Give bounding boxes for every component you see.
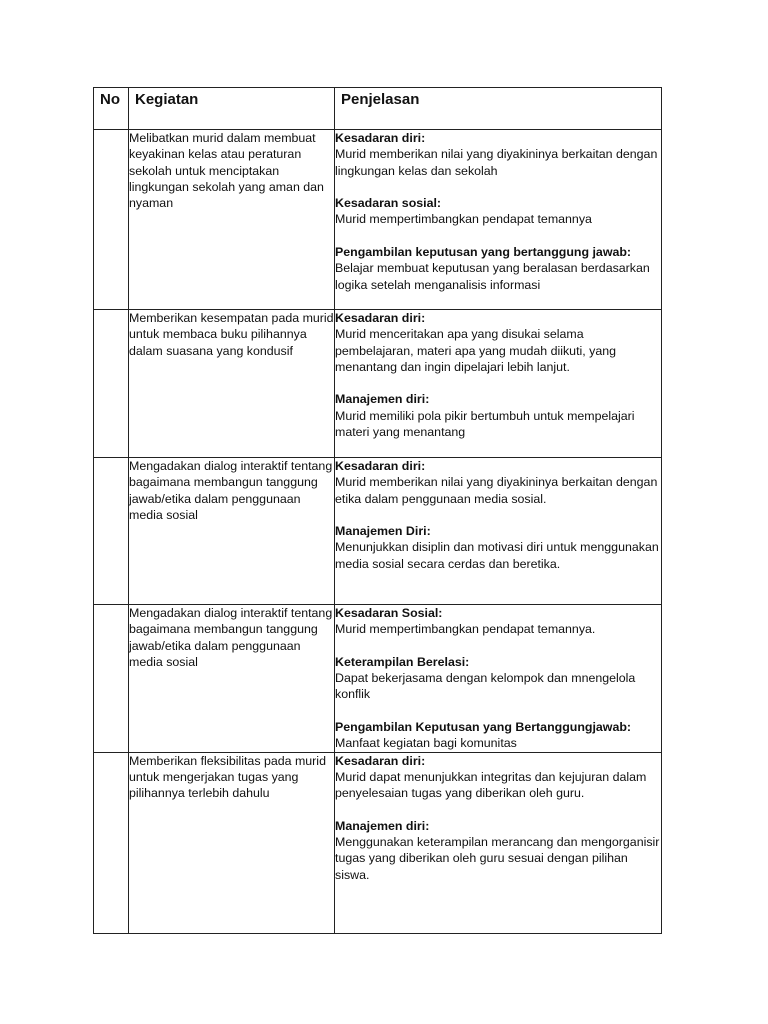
explanation-text: Dapat bekerjasama dengan kelompok dan mnengelola konflik bbox=[335, 671, 636, 702]
explanation-text: Belajar membuat keputusan yang beralasan berdasarkan logika setelah menganalisis informasi bbox=[335, 261, 650, 292]
table-row bbox=[94, 310, 662, 458]
row-kegiatan: Mengadakan dialog interaktif tentang bagaimana membangun tanggung jawab/etika dalam penggunaan media sosial bbox=[129, 458, 335, 605]
explanation-title: Kesadaran diri: bbox=[335, 131, 426, 145]
row-no bbox=[94, 130, 129, 310]
explanation-text: Murid mempertimbangkan pendapat temannya bbox=[335, 212, 592, 227]
explanation-title: Manajemen diri: bbox=[335, 818, 430, 833]
explanation-block bbox=[335, 244, 661, 293]
explanation-text: Murid menceritakan apa yang disukai selama pembelajaran, materi apa yang mudah diikuti, yang menantang dan ingin dipelajari lebih lanjut. bbox=[335, 327, 617, 374]
explanation-title: Keterampilan Berelasi: bbox=[335, 654, 470, 669]
explanation-block bbox=[335, 654, 661, 703]
row-kegiatan: Melibatkan murid dalam membuat keyakinan kelas atau peraturan sekolah untuk menciptakan lingkungan sekolah yang aman dan nyaman bbox=[129, 130, 335, 310]
explanation-block bbox=[335, 523, 661, 572]
row-penjelasan bbox=[335, 752, 662, 933]
explanation-text: Murid memiliki pola pikir bertumbuh untuk mempelajari materi yang menantang bbox=[335, 408, 635, 440]
row-kegiatan: Mengadakan dialog interaktif tentang bagaimana membangun tanggung jawab/etika dalam penggunaan media sosial bbox=[129, 605, 335, 753]
row-penjelasan bbox=[335, 310, 662, 458]
explanation-block bbox=[335, 310, 661, 375]
explanation-text: Murid memberikan nilai yang diyakininya berkaitan dengan lingkungan kelas dan sekolah bbox=[335, 147, 658, 178]
explanation-title: Kesadaran diri: bbox=[335, 311, 426, 325]
row-no bbox=[94, 752, 129, 933]
row-penjelasan bbox=[335, 458, 662, 605]
header-penjelasan: Penjelasan bbox=[335, 88, 662, 130]
explanation-text: Menggunakan keterampilan merancang dan mengorganisir tugas yang diberikan oleh guru sesuai dengan pilihan siswa. bbox=[335, 835, 660, 882]
explanation-title: Kesadaran diri: bbox=[335, 459, 426, 473]
explanation-title: Kesadaran Sosial: bbox=[335, 606, 443, 620]
explanation-title: Kesadaran sosial: bbox=[335, 196, 442, 211]
explanation-block bbox=[335, 458, 661, 507]
row-penjelasan bbox=[335, 605, 662, 753]
explanation-text: Murid memberikan nilai yang diyakininya berkaitan dengan etika dalam penggunaan media sosial. bbox=[335, 475, 658, 506]
explanation-title: Pengambilan Keputusan yang Bertanggungjawab: bbox=[335, 720, 632, 735]
row-kegiatan: Memberikan fleksibilitas pada murid untuk mengerjakan tugas yang pilihannya terlebih dahulu bbox=[129, 752, 335, 933]
header-kegiatan: Kegiatan bbox=[129, 88, 335, 130]
explanation-block bbox=[335, 391, 661, 440]
explanation-text: Menunjukkan disiplin dan motivasi diri untuk menggunakan media sosial secara cerdas dan beretika. bbox=[335, 540, 659, 571]
activity-table bbox=[93, 87, 662, 934]
explanation-block bbox=[335, 818, 661, 883]
row-no bbox=[94, 458, 129, 605]
explanation-block bbox=[335, 130, 661, 179]
explanation-title: Manajemen diri: bbox=[335, 392, 430, 407]
row-no bbox=[94, 310, 129, 458]
explanation-title: Manajemen Diri: bbox=[335, 524, 431, 539]
explanation-text: Manfaat kegiatan bagi komunitas bbox=[335, 736, 517, 751]
row-no bbox=[94, 605, 129, 753]
explanation-title: Kesadaran diri: bbox=[335, 753, 426, 768]
explanation-block bbox=[335, 753, 661, 802]
explanation-text: Murid mempertimbangkan pendapat temannya. bbox=[335, 622, 596, 637]
table-row bbox=[94, 752, 662, 933]
table-row bbox=[94, 130, 662, 310]
table-row bbox=[94, 605, 662, 753]
explanation-title: Pengambilan keputusan yang bertanggung jawab: bbox=[335, 245, 632, 260]
explanation-block bbox=[335, 719, 661, 752]
explanation-text: Murid dapat menunjukkan integritas dan kejujuran dalam penyelesaian tugas yang diberikan oleh guru. bbox=[335, 769, 647, 801]
table-row bbox=[94, 458, 662, 605]
explanation-block bbox=[335, 605, 661, 638]
header-no: No bbox=[94, 88, 129, 130]
row-penjelasan bbox=[335, 130, 662, 310]
table-header-row bbox=[94, 88, 662, 130]
row-kegiatan: Memberikan kesempatan pada murid untuk membaca buku pilihannya dalam suasana yang kondusif bbox=[129, 310, 335, 458]
explanation-block bbox=[335, 195, 661, 228]
